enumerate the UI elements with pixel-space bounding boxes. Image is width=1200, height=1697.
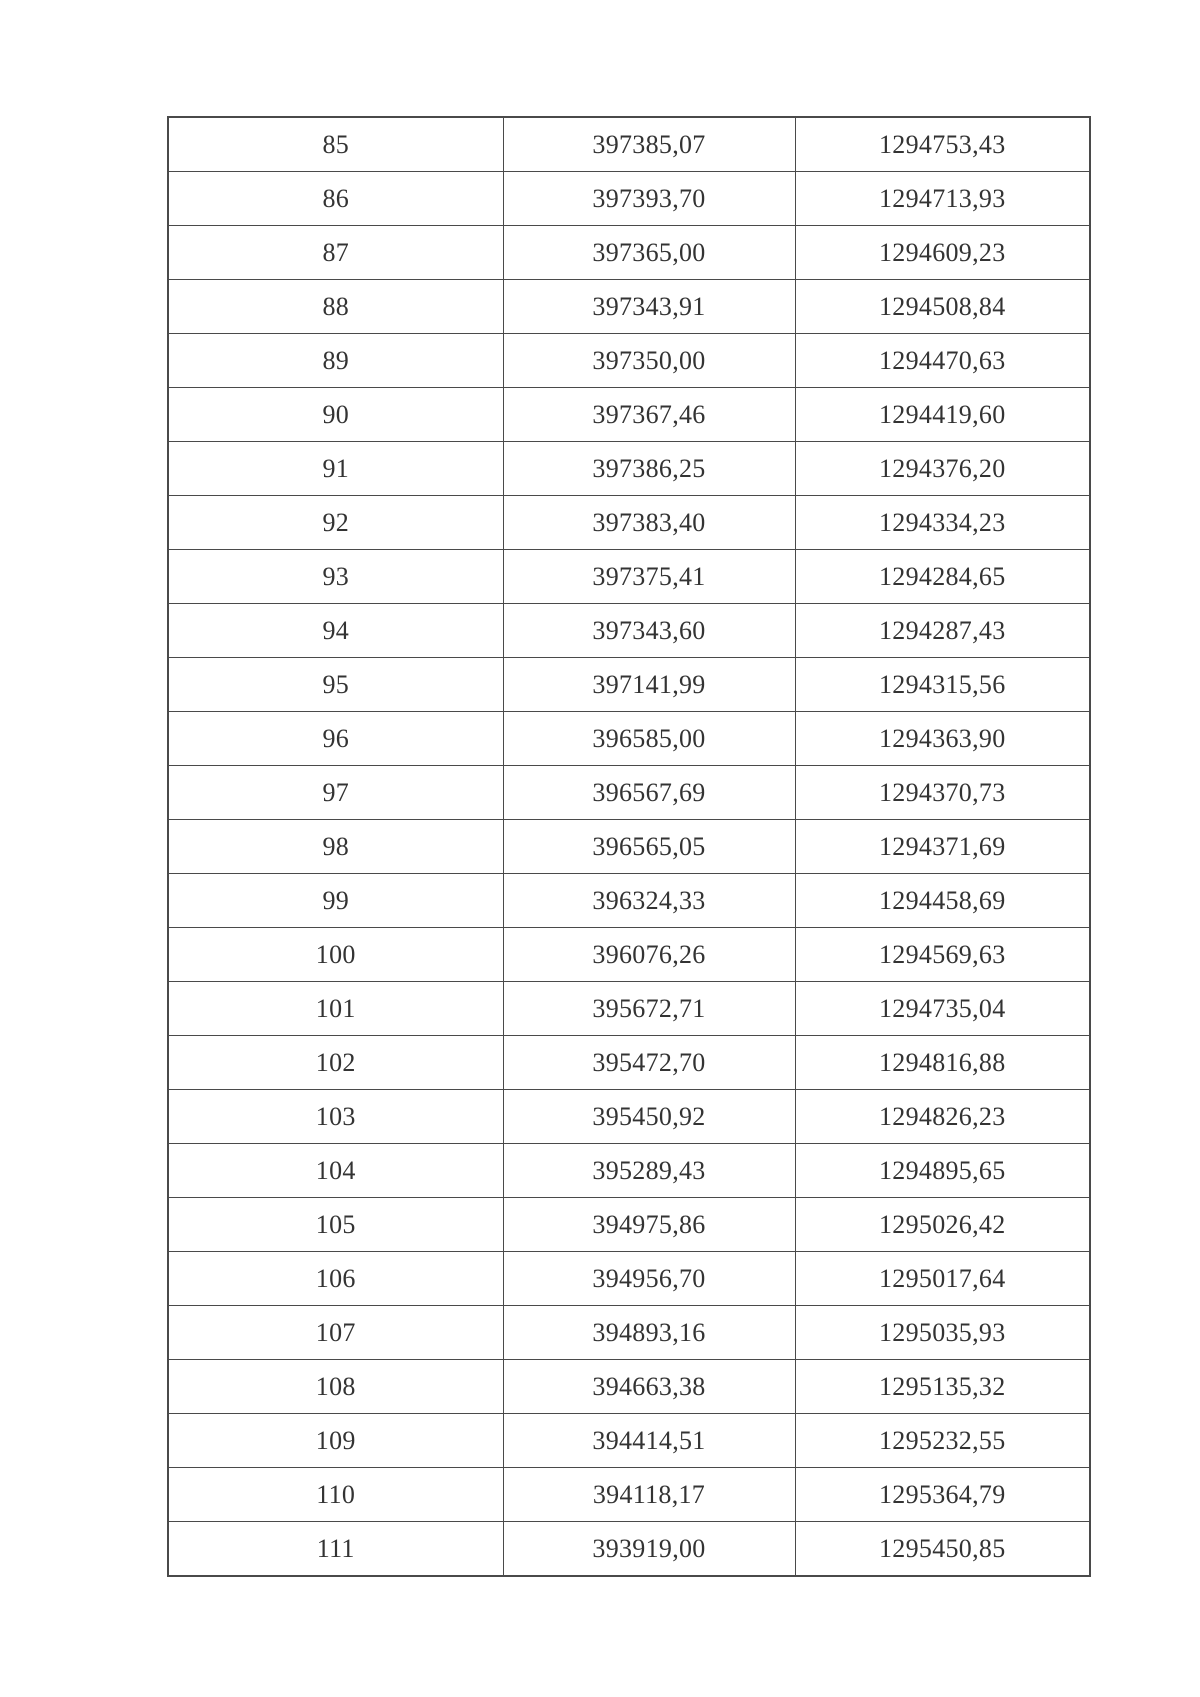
table-row [168, 172, 1090, 226]
table-row [168, 280, 1090, 334]
point-number-cell: 98 [168, 820, 503, 874]
table-row [168, 766, 1090, 820]
y-coordinate-cell: 1294895,65 [795, 1144, 1090, 1198]
table-row [168, 334, 1090, 388]
y-coordinate-cell: 1294816,88 [795, 1036, 1090, 1090]
y-coordinate-cell: 1294284,65 [795, 550, 1090, 604]
point-number-cell: 102 [168, 1036, 503, 1090]
table-row [168, 1090, 1090, 1144]
x-coordinate-cell: 394956,70 [503, 1252, 795, 1306]
table-row [168, 496, 1090, 550]
table-row [168, 820, 1090, 874]
y-coordinate-cell: 1295450,85 [795, 1522, 1090, 1577]
x-coordinate-cell: 396585,00 [503, 712, 795, 766]
y-coordinate-cell: 1294363,90 [795, 712, 1090, 766]
x-coordinate-cell: 397386,25 [503, 442, 795, 496]
y-coordinate-cell: 1294753,43 [795, 117, 1090, 172]
y-coordinate-cell: 1294315,56 [795, 658, 1090, 712]
table-row [168, 982, 1090, 1036]
point-number-cell: 105 [168, 1198, 503, 1252]
y-coordinate-cell: 1294569,63 [795, 928, 1090, 982]
table-row [168, 928, 1090, 982]
table-row [168, 1360, 1090, 1414]
y-coordinate-cell: 1295017,64 [795, 1252, 1090, 1306]
point-number-cell: 91 [168, 442, 503, 496]
y-coordinate-cell: 1294287,43 [795, 604, 1090, 658]
point-number-cell: 92 [168, 496, 503, 550]
y-coordinate-cell: 1295026,42 [795, 1198, 1090, 1252]
table-row [168, 1306, 1090, 1360]
table-row [168, 550, 1090, 604]
table-row [168, 442, 1090, 496]
x-coordinate-cell: 396565,05 [503, 820, 795, 874]
x-coordinate-cell: 397350,00 [503, 334, 795, 388]
x-coordinate-cell: 394118,17 [503, 1468, 795, 1522]
table-row [168, 1198, 1090, 1252]
point-number-cell: 104 [168, 1144, 503, 1198]
x-coordinate-cell: 396567,69 [503, 766, 795, 820]
y-coordinate-cell: 1294370,73 [795, 766, 1090, 820]
table-row [168, 1468, 1090, 1522]
y-coordinate-cell: 1294419,60 [795, 388, 1090, 442]
coordinates-table [167, 116, 1091, 1577]
point-number-cell: 110 [168, 1468, 503, 1522]
x-coordinate-cell: 394975,86 [503, 1198, 795, 1252]
point-number-cell: 108 [168, 1360, 503, 1414]
y-coordinate-cell: 1294376,20 [795, 442, 1090, 496]
y-coordinate-cell: 1294458,69 [795, 874, 1090, 928]
point-number-cell: 99 [168, 874, 503, 928]
x-coordinate-cell: 397343,60 [503, 604, 795, 658]
table-row [168, 874, 1090, 928]
point-number-cell: 109 [168, 1414, 503, 1468]
point-number-cell: 101 [168, 982, 503, 1036]
y-coordinate-cell: 1294371,69 [795, 820, 1090, 874]
table-row [168, 1036, 1090, 1090]
point-number-cell: 96 [168, 712, 503, 766]
y-coordinate-cell: 1295232,55 [795, 1414, 1090, 1468]
coordinates-table-body [168, 117, 1090, 1576]
x-coordinate-cell: 393919,00 [503, 1522, 795, 1577]
table-row [168, 1414, 1090, 1468]
x-coordinate-cell: 395472,70 [503, 1036, 795, 1090]
point-number-cell: 111 [168, 1522, 503, 1577]
y-coordinate-cell: 1295364,79 [795, 1468, 1090, 1522]
point-number-cell: 94 [168, 604, 503, 658]
point-number-cell: 88 [168, 280, 503, 334]
x-coordinate-cell: 394663,38 [503, 1360, 795, 1414]
table-row [168, 604, 1090, 658]
point-number-cell: 106 [168, 1252, 503, 1306]
point-number-cell: 89 [168, 334, 503, 388]
point-number-cell: 85 [168, 117, 503, 172]
table-row [168, 658, 1090, 712]
y-coordinate-cell: 1294508,84 [795, 280, 1090, 334]
point-number-cell: 90 [168, 388, 503, 442]
x-coordinate-cell: 397141,99 [503, 658, 795, 712]
point-number-cell: 86 [168, 172, 503, 226]
x-coordinate-cell: 394893,16 [503, 1306, 795, 1360]
x-coordinate-cell: 394414,51 [503, 1414, 795, 1468]
point-number-cell: 87 [168, 226, 503, 280]
y-coordinate-cell: 1294713,93 [795, 172, 1090, 226]
x-coordinate-cell: 397375,41 [503, 550, 795, 604]
x-coordinate-cell: 396324,33 [503, 874, 795, 928]
y-coordinate-cell: 1295035,93 [795, 1306, 1090, 1360]
x-coordinate-cell: 397367,46 [503, 388, 795, 442]
y-coordinate-cell: 1294334,23 [795, 496, 1090, 550]
point-number-cell: 100 [168, 928, 503, 982]
table-row [168, 1522, 1090, 1577]
x-coordinate-cell: 397343,91 [503, 280, 795, 334]
point-number-cell: 95 [168, 658, 503, 712]
point-number-cell: 93 [168, 550, 503, 604]
x-coordinate-cell: 395289,43 [503, 1144, 795, 1198]
x-coordinate-cell: 397393,70 [503, 172, 795, 226]
x-coordinate-cell: 395672,71 [503, 982, 795, 1036]
table-row [168, 388, 1090, 442]
x-coordinate-cell: 395450,92 [503, 1090, 795, 1144]
point-number-cell: 107 [168, 1306, 503, 1360]
table-row [168, 1252, 1090, 1306]
point-number-cell: 97 [168, 766, 503, 820]
table-row [168, 1144, 1090, 1198]
x-coordinate-cell: 397385,07 [503, 117, 795, 172]
table-row [168, 117, 1090, 172]
x-coordinate-cell: 397383,40 [503, 496, 795, 550]
y-coordinate-cell: 1294826,23 [795, 1090, 1090, 1144]
table-row [168, 226, 1090, 280]
table-row [168, 712, 1090, 766]
point-number-cell: 103 [168, 1090, 503, 1144]
y-coordinate-cell: 1294735,04 [795, 982, 1090, 1036]
x-coordinate-cell: 397365,00 [503, 226, 795, 280]
y-coordinate-cell: 1294470,63 [795, 334, 1090, 388]
y-coordinate-cell: 1295135,32 [795, 1360, 1090, 1414]
x-coordinate-cell: 396076,26 [503, 928, 795, 982]
y-coordinate-cell: 1294609,23 [795, 226, 1090, 280]
